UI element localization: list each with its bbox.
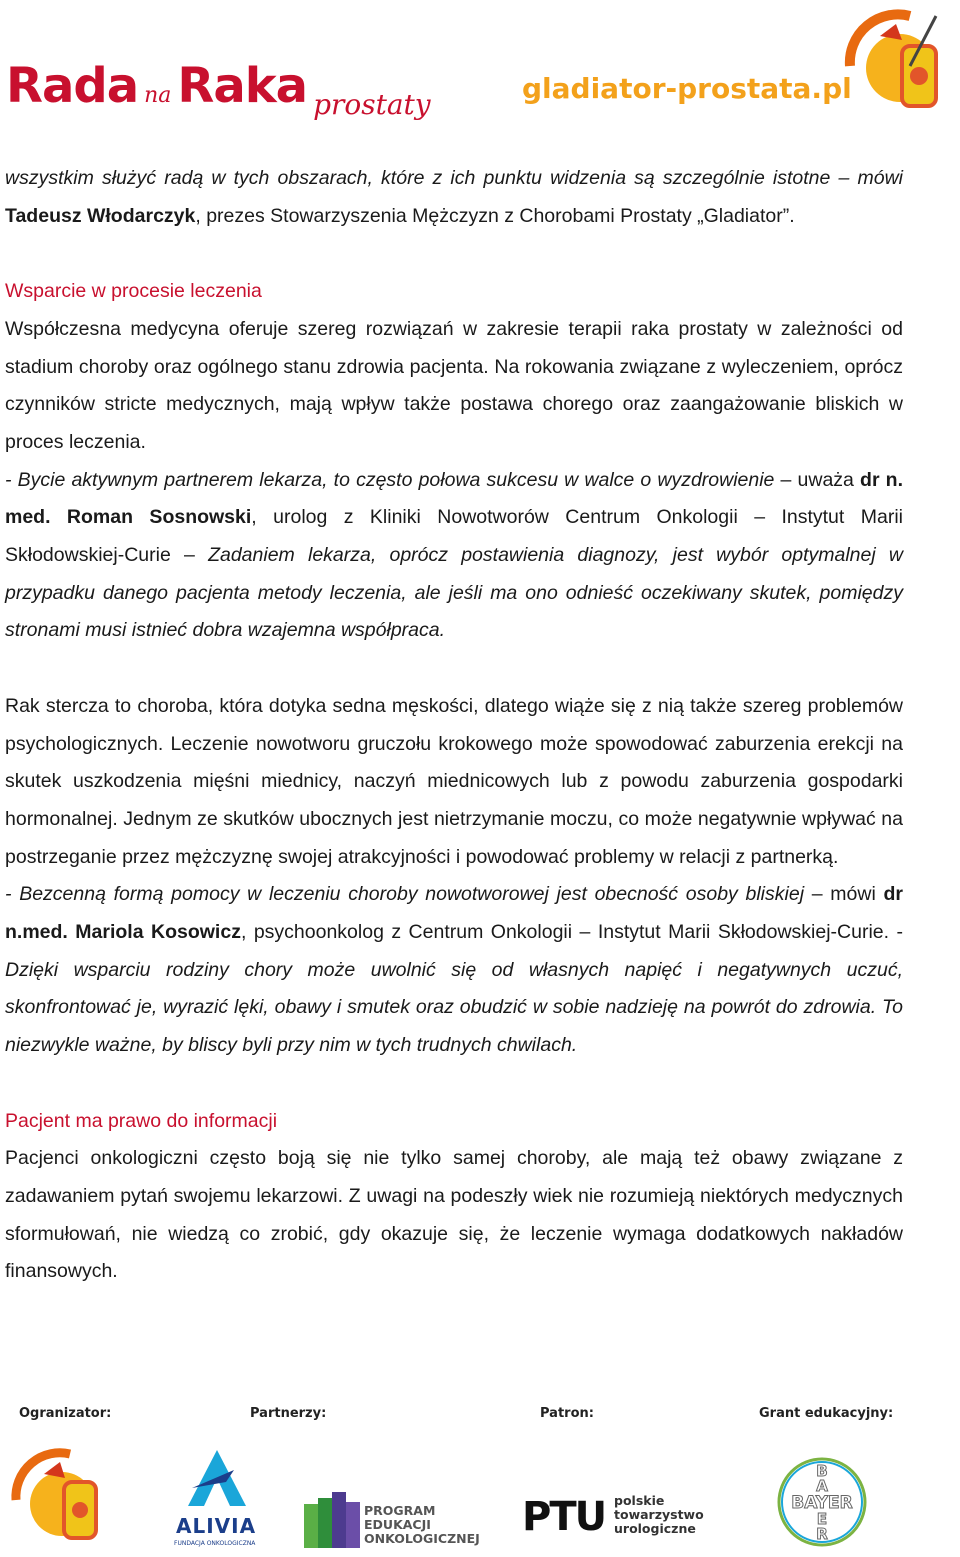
- alivia-name: ALIVIA: [176, 1514, 257, 1538]
- person-role: , prezes Stowarzyszenia Mężczyzn z Chorobami Prostaty „Gladiator”.: [195, 204, 795, 227]
- article-body: [5, 160, 903, 1291]
- ptu-line-3: urologiczne: [614, 1521, 696, 1536]
- rada-na-raka-logo: [6, 58, 431, 128]
- logo-prostaty-word: prostaty: [313, 88, 431, 121]
- quote-text: Zadaniem lekarza, oprócz postawienia diagnozy, jest wybór optymalnej w przypadku danego pacjenta metody leczenia, ale jeśli ma ono odnieść oczekiwany skutek, pomiędzy stronami musi istnieć dobra wzajemna współpraca.: [5, 544, 903, 642]
- ptu-logo: [522, 1494, 702, 1540]
- quote-attribution: – mówi: [804, 883, 884, 906]
- paragraph-psychology: Rak stercza to choroba, która dotyka sedna męskości, dlatego wiąże się z nią także szereg problemów psychologicznych. Leczenie nowotworu gruczołu krokowego może spowodować zaburzenia erekcji na skutek uszkodzenia mięśni miednicy, naczyń miednicowych lub z powodu zaburzenia gospodarki hormonalnej. Jednym ze skutków ubocznych jest nietrzymanie moczu, co może negatywnie wpływać na postrzeganie przez mężczyznę swojej atrakcyjności i powodować problemy w relacji z partnerką.: [5, 694, 903, 868]
- person-name: Tadeusz Włodarczyk: [5, 204, 196, 227]
- quote-text: - Bycie aktywnym partnerem lekarza, to często połowa sukcesu w walce o wyzdrowienie: [5, 468, 775, 491]
- page-header: [0, 0, 960, 140]
- alivia-mark-icon: [172, 1448, 262, 1512]
- person-role: , urolog z Kliniki Nowotworów Centrum Onkologii – Instytut Marii Skłodowskiej-Curie –: [5, 506, 903, 567]
- ptu-mark: PTU: [522, 1494, 606, 1540]
- program-line-1: PROGRAM: [364, 1503, 436, 1518]
- label-organizer: Ogranizator:: [19, 1406, 112, 1421]
- paragraph-treatment: Współczesna medycyna oferuje szereg rozwiązań w zakresie terapii raka prostaty w zależności od stadium choroby oraz ogólnego stanu zdrowia pacjenta. Na rokowania związane z wyleczeniem, oprócz czynników stricte medycznych, mają wpływ także postawa chorego oraz zaangażowanie bliskich w proces leczenia.: [5, 317, 903, 453]
- site-url: gladiator-prostata.pl: [522, 72, 852, 105]
- ptu-name-text: [614, 1494, 704, 1536]
- logo-raka-word: Raka: [177, 58, 308, 114]
- paragraph-sosnowski: [5, 462, 903, 651]
- logo-na-word: na: [144, 83, 172, 108]
- label-partners: Partnerzy:: [250, 1406, 327, 1421]
- person-role: , psychoonkolog z Centrum Onkologii – Instytut Marii Skłodowskiej-Curie. -: [240, 921, 903, 944]
- paragraph-kosowicz: [5, 876, 903, 1065]
- logo-rada-word: Rada: [6, 58, 139, 114]
- program-line-3: ONKOLOGICZNEJ: [364, 1531, 480, 1546]
- section-heading-support: Wsparcie w procesie leczenia: [5, 280, 262, 303]
- quote-text: Dzięki wsparciu rodziny chory może uwolnić się od własnych napięć i negatywnych uczuć, skonfrontować je, wyrazić lęki, obawy i smutek oraz obudzić w sobie nadzieję na powrót do zdrowia. To niezwykle ważne, by bliscy byli przy nim w tych trudnych chwilach.: [5, 958, 903, 1057]
- quote-continuation: wszystkim służyć radą w tych obszarach, które z ich punktu widzenia są szczególnie istotne – mówi: [5, 167, 903, 189]
- svg-text:E: E: [816, 1510, 828, 1528]
- paragraph-patient-info: Pacjenci onkologiczni często boją się nie tylko samej choroby, ale mają też obawy związane z zadawaniem pytań swojemu lekarzowi. Z uwagi na podeszły wiek nie rozumieją niektórych medycznych sformułowań, nie wiedzą co zrobić, gdy okazuje się, że leczenie wymaga dodatkowych nakładów finansowych.: [5, 1147, 903, 1283]
- ptu-line-1: polskie: [614, 1493, 665, 1508]
- label-patron: Patron:: [540, 1406, 594, 1421]
- gladiator-footer-logo: [10, 1446, 110, 1552]
- program-edukacji-logo: [304, 1492, 480, 1552]
- paragraph-intro: [5, 160, 903, 235]
- quote-text: - Bezcenną formą pomocy w leczeniu choroby nowotworowej jest obecność osoby bliskiej: [5, 883, 805, 906]
- label-grant: Grant edukacyjny:: [759, 1406, 894, 1421]
- person-name: dr n.med. Mariola Kosowicz: [5, 883, 903, 944]
- program-edukacji-text: [364, 1504, 480, 1546]
- person-name: dr n. med. Roman Sosnowski: [5, 468, 903, 529]
- svg-text:A: A: [816, 1477, 828, 1495]
- program-line-2: EDUKACJI: [364, 1517, 431, 1532]
- sponsor-labels: [0, 1406, 960, 1428]
- svg-text:R: R: [816, 1525, 828, 1543]
- program-bars-icon: [304, 1492, 360, 1548]
- alivia-subtitle: FUNDACJA ONKOLOGICZNA: [174, 1540, 256, 1547]
- ptu-line-2: towarzystwo: [614, 1507, 704, 1522]
- quote-attribution: – uważa: [774, 468, 861, 491]
- alivia-logo: [172, 1448, 262, 1554]
- section-heading-information: Pacjent ma prawo do informacji: [5, 1109, 278, 1132]
- sponsor-logos: [0, 1440, 960, 1554]
- svg-text:B: B: [816, 1462, 828, 1480]
- bayer-logo: [776, 1456, 868, 1548]
- bayer-horizontal-text: BAYER: [791, 1493, 853, 1513]
- gladiator-logo: [840, 6, 952, 124]
